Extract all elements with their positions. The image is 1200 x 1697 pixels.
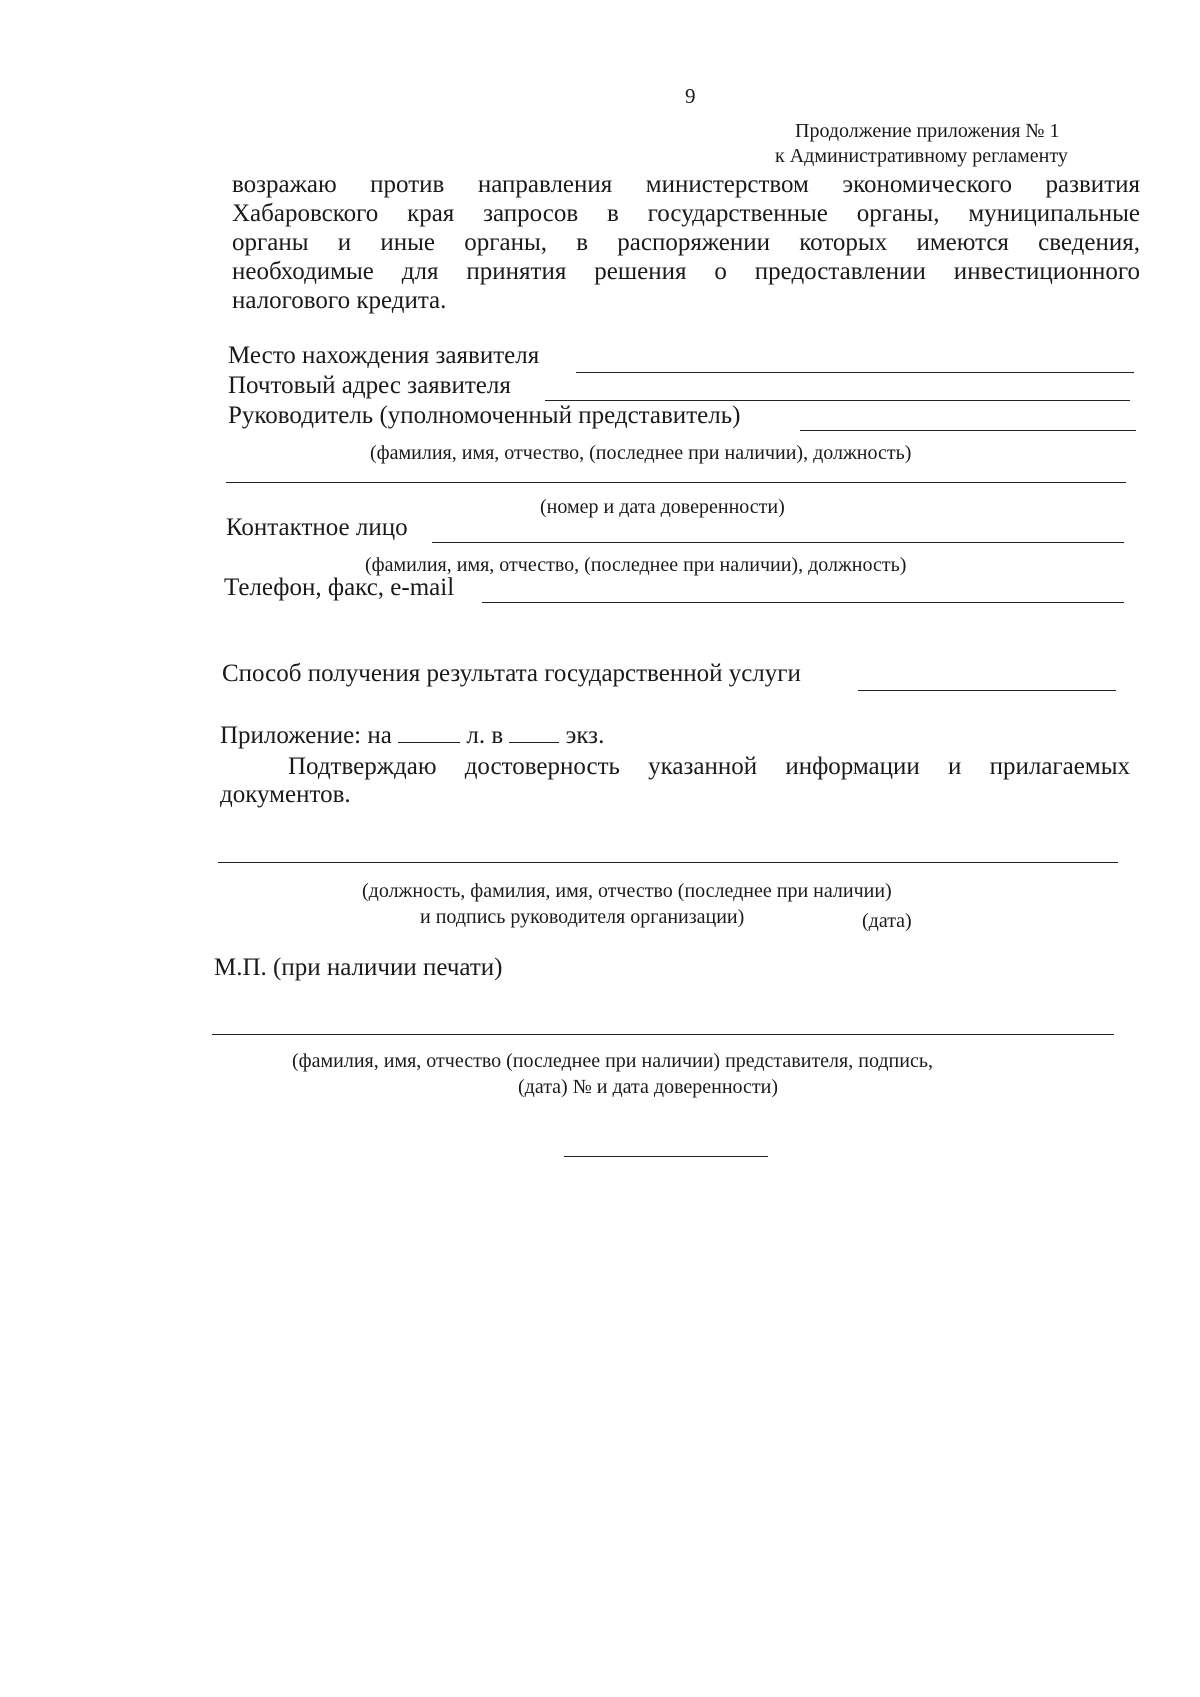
location-blank[interactable] — [576, 372, 1134, 373]
attachment-line — [220, 720, 604, 750]
confirm-line-1: Подтверждаю достоверность указанной информации и прилагаемых — [288, 753, 1130, 780]
head-blank[interactable] — [800, 430, 1136, 431]
power-of-attorney-caption: (номер и дата доверенности) — [540, 496, 785, 518]
result-method-blank[interactable] — [858, 690, 1116, 691]
sheets-count-blank[interactable] — [398, 720, 460, 743]
appendix-header-line1: Продолжение приложения № 1 — [795, 120, 1060, 142]
head-caption: (фамилия, имя, отчество, (последнее при наличии), должность) — [370, 442, 912, 464]
contact-person-blank[interactable] — [432, 542, 1124, 543]
head-signature-caption-2: и подпись руководителя организации) — [420, 906, 745, 928]
copies-count-blank[interactable] — [509, 720, 559, 743]
power-of-attorney-blank[interactable] — [226, 482, 1126, 483]
head-signature-caption-1: (должность, фамилия, имя, отчество (последнее при наличии) — [362, 880, 892, 902]
phone-blank[interactable] — [482, 602, 1124, 603]
location-label: Место нахождения заявителя — [228, 342, 540, 369]
result-method-label: Способ получения результата государственной услуги — [222, 660, 801, 687]
representative-signature-blank[interactable] — [212, 1034, 1114, 1035]
phone-label: Телефон, факс, e-mail — [224, 574, 455, 601]
representative-signature-caption-1: (фамилия, имя, отчество (последнее при наличии) представителя, подпись, — [292, 1050, 933, 1072]
closing-divider — [564, 1156, 768, 1157]
postal-address-blank[interactable] — [545, 400, 1130, 401]
attachment-mid: л. в — [466, 722, 504, 749]
page-number: 9 — [685, 84, 696, 108]
contact-person-label: Контактное лицо — [226, 514, 408, 541]
appendix-header-line2: к Административному регламенту — [775, 145, 1068, 167]
intro-line-2: Хабаровского края запросов в государственные органы, муниципальные — [232, 200, 1140, 227]
intro-line-4: необходимые для принятия решения о предоставлении инвестиционного — [232, 258, 1140, 285]
contact-person-caption: (фамилия, имя, отчество, (последнее при наличии), должность) — [365, 554, 907, 576]
head-signature-blank[interactable] — [218, 862, 1118, 863]
attachment-prefix: Приложение: на — [220, 722, 392, 749]
head-signature-date: (дата) — [862, 910, 912, 932]
stamp-label: М.П. (при наличии печати) — [214, 954, 503, 981]
intro-line-1: возражаю против направления министерством экономического развития — [232, 171, 1140, 198]
postal-address-label: Почтовый адрес заявителя — [228, 372, 511, 399]
attachment-suffix: экз. — [565, 722, 605, 749]
head-label: Руководитель (уполномоченный представитель) — [228, 402, 741, 429]
representative-signature-caption-2: (дата) № и дата доверенности) — [518, 1076, 779, 1098]
intro-line-3: органы и иные органы, в распоряжении которых имеются сведения, — [232, 229, 1140, 256]
intro-line-5: налогового кредита. — [232, 287, 447, 314]
confirm-line-2: документов. — [220, 781, 351, 808]
